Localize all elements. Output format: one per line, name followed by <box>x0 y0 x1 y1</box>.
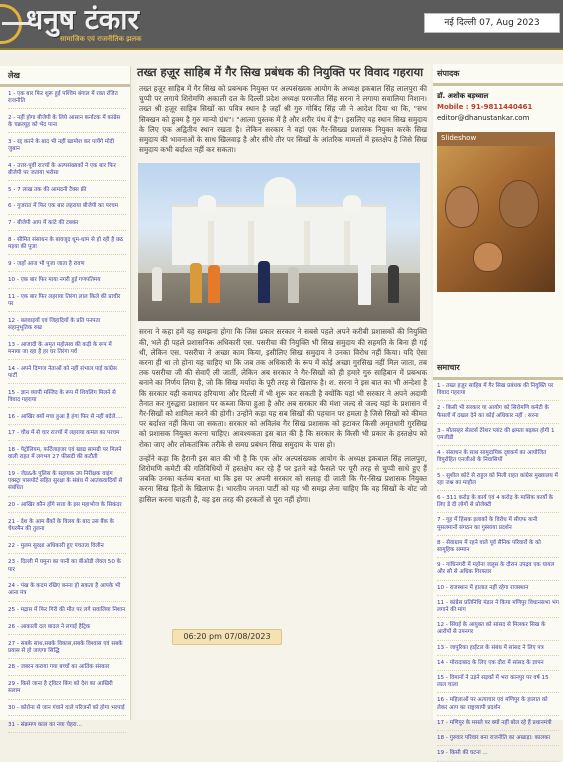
news-link[interactable]: 1 - तख्त हज़ूर साहिब में गैर सिख प्रबंधक की नियुक्ति पर विवाद गहराया <box>437 383 559 401</box>
news-heading: समाचार <box>437 363 460 372</box>
pillar <box>248 221 254 265</box>
article-link[interactable]: 16 - आखिर क्यों मचा हुआ है हंगा फिर से नहीं बदेले.... <box>8 414 126 425</box>
person <box>258 261 270 303</box>
news-link[interactable]: 9 - गांधिनगरी में महोना जलूस के दौरान उपद्रव एक घायल और सौ से अधिक गिरफ्तार <box>437 562 559 580</box>
divider <box>0 84 130 87</box>
article-link[interactable]: 22 - मुलम सुरक्षा अधिकारी हुए पंचतत्व विलीन <box>8 543 126 554</box>
articles-heading: लेख <box>8 71 20 80</box>
article-link[interactable]: 19 - जेड&के पुलिस के सहायक उप निरीक्षक वाइंग एक्स्ट्रा पासपोर्ट सहित सुरक्षा के संबंध में आतंकवादियों से संबंधित <box>8 471 126 497</box>
divider <box>433 377 563 380</box>
news-link[interactable]: 14 - मोरादाबाद के लिए एक दौरा में सांसद के ज्ञापन <box>437 660 559 671</box>
article-link[interactable]: 23 - दिल्ली में यमुना का पानी का बीओडी लेवल 50 के पार <box>8 559 126 577</box>
news-list <box>433 383 563 762</box>
person <box>388 265 399 303</box>
person <box>190 263 202 303</box>
article-link[interactable]: 25 - मद्रास में फिर गिरी की मौत पर लगे सवालिया निशान <box>8 607 126 618</box>
person <box>358 259 371 305</box>
article-paragraph-2: सरना ने कहा हमें यह समझना होगा कि जिस प्रकार सरकार ने सबसे पहले अपने करीबी प्रशासकों की नियुक्ति की, भले ही पहले प्रशासनिक अधिकारी एस. पसरीचा की नियुक्ति भी सिख समुदाय की सहमति के बिना ही गई थी, लेकिन एस. पसरीचा ने अच्छा काम किया, इसीलिए सिख समुदाय ने उनका विरोध नहीं किया। यदि ऐसा करना ही था तो होना यह चाहिए था कि जब तक अधिकारी के रूप में कोई अच्छा गुरसिख नहीं मिल जाता, तब तक पसरीचा जी की सेवाएँ ली जातीं, लेकिन अब सरकार ने गैर-सिखों को ही हमारे गुरु साहिबान में प्रबन्धक बनाने का निर्णय लिया है, जो कि सिख मर्यादा के पूरी तरह से खिलाफ है। श. सरना ने इस बात का भी अन्देशा है कि सरकार यही कवायद हरियाणा और दिल्ली में भी शुरू कर सकती है क्योंकि यहां भी सरकार ने अपने अदामी तैनात कर गुरुद्वारा प्रशासन पर कब्जा किया हुआ है और अब सरकार की मंशा जल्द से जल्द यहां के प्रशासन में गैर-सिखों को शामिल करने की होगी। उन्होंने कहा यह सब सिखों की पहचान पर हमला है जिसे सिखों को कीमत पर बर्दाश्त नहीं किया जा सकता। सरकार को अविलंब गैर सिख प्रशासक को हटाकर किसी अमृतधारी गुरसिख को प्रशासक नियुक्त करना चाहिए। आवश्यकता इस बात की है कि सरकार के किसी भी प्रकार के हस्तक्षेप को रोका जाए और लोकतांत्रिक तरीके से समग्र प्रबंधन सिख समुदाय के पास हो। <box>139 327 427 449</box>
article-link[interactable]: 10 - एक बार फिर माया नगरी हुई गणपतिमय <box>8 277 126 288</box>
article-paragraph-3: उन्होंने कहा कि हैरानी इस बात की भी है कि एक ओर अल्पसंख्यक आयोग के अध्यक्ष इकबाल सिंह लालपुरा, शिरोमणि कमेटी की गतिविधियों में हस्तक्षेप कर रहे हैं पर इतने बड़े फैसले पर पूरी तरह से चुप्पी साधे हुए हैं जबकि उनका कर्तव्य बनता था कि इस पर अपनी सरकार को सलाह दी जाती कि गैर-सिख प्रशासक नियुक्त करना सिख हितों के खिलाफ है। भारतीय जनता पार्टी को यह भी समझ लेना चाहिए कि वह सिखों के वोट जो हासिल करना चाहती है, वह इस तरह की हरकतों से पूरा नहीं होगा। <box>139 453 427 504</box>
left-sidebar <box>0 66 131 728</box>
site-logo[interactable] <box>0 0 200 50</box>
news-link[interactable]: 5 - सुशील कोटे से राहुल को मिली राहत कांग्रेस मुख्यालय में रहा जश्न का माहौल <box>437 473 559 491</box>
dateline: नई दिल्ली 07, Aug 2023 <box>424 13 560 33</box>
article-link[interactable]: 17 - चौथ में से चार राज्यों में लहराया कमल का परचम <box>8 430 126 441</box>
article-link[interactable]: 26 - आकाली दल बादल ने लगाई हैट्रिक <box>8 624 126 635</box>
news-link[interactable]: 17 - मणिपुर के मसले पर क्यों नहीं बोल रहे हैं प्रधानमंत्री <box>437 720 559 731</box>
article-link[interactable]: 7 - बीजेपी आप में कांटे की टक्कर <box>8 220 126 231</box>
article-link[interactable]: 12 - बलवाइयों एवं जिहादियों के प्रति पनपता सहानुभूतिक रुख <box>8 318 126 336</box>
article-link[interactable]: 9 - जहाँ आज भी पूजा जाता है रावण <box>8 261 126 272</box>
article-link[interactable]: 8 - सीमित संसाधन के बावजूद धूम-धाम से हो रही है छठ मइया की पूजा <box>8 237 126 255</box>
article-link[interactable]: 13 - आजादी के अमृत महोत्सव की कड़ी के रूप में मनाया जा रहा है हर घर तिरंगा पर्व <box>8 342 126 360</box>
article-link[interactable]: 28 - जबरन कराया गया बच्चों का आतिंक संस्कार <box>8 664 126 675</box>
face <box>499 180 539 228</box>
news-link[interactable]: 3 - मोतसहर सेल्टर्स टेरेशर प्लांट की क्षमता बढ़कर होगी 1 एमजीडी <box>437 428 559 446</box>
article-link[interactable]: 14 - अपने दिग्गज नेताओं को नहीं संभाल पाई कांग्रेस पार्टी <box>8 366 126 384</box>
site-header <box>0 0 563 50</box>
article-link[interactable]: 27 - सबके साथ,सबके विकास,सबके विश्वास एवं सबके प्रयास से हो जाएगा सिद्धि <box>8 641 126 659</box>
article-title: तख्त हज़ूर साहिब में गैर सिख प्रबंधक की नियुक्ति पर विवाद गहराया <box>137 65 424 79</box>
article-link[interactable]: 11 - एक बार फिर लहराया तिरंगा लाल किले की प्राचीर पर <box>8 294 126 312</box>
news-link[interactable]: 12 - सिंघई के आयुक्त को सांसद से मिलकर सिख के आरोपों से उपनगर <box>437 622 559 640</box>
article-link[interactable]: 6 - गुजरात में फिर एक बार लहराया बीजेपी का परचम <box>8 203 126 214</box>
gurdwara-photo <box>138 163 420 321</box>
slideshow[interactable] <box>437 132 555 292</box>
article-link[interactable]: 3 - रद्द करने के बाद भी नहीं खामोश कर पायेंगे मोदी जुबान <box>8 139 126 157</box>
divider <box>433 83 563 86</box>
face <box>445 186 479 228</box>
article-link[interactable]: 18 - पेट्रोलियम, फर्टिलाइजर एवं खाद्य सामग्री पर मिलने वाली राहत में लगभग 27 फीसदी की कटौती <box>8 447 126 465</box>
article-link[interactable]: 2 - नहीं होगा बीजेपी के लिये आसान कर्नाटक में कांग्रेस के चक्रव्यूह को भेद पाना <box>8 115 126 133</box>
article <box>135 64 431 720</box>
news-link[interactable]: 18 - गुरुवार परिवार बना राजनीति का अखाड़ा: कालका <box>437 735 559 746</box>
gurdwara-building <box>172 205 386 265</box>
person <box>208 265 220 303</box>
editor-heading: संपादक <box>437 69 460 78</box>
right-sidebar <box>433 64 563 757</box>
news-link[interactable]: 2 - किसी भी सरकार या आयोग को सिरोमणि कमेटी के फैसलों में दखल देने का कोई अधिकार नहीं : सरना <box>437 405 559 423</box>
news-link[interactable]: 4 - संसाधन के साथ सामुदायिक दृष्टकर्म का आयोजित विपुरोहित एनजीओ के निवासियों <box>437 450 559 468</box>
article-link[interactable]: 5 - 7 लाख तक की आमदनी टैक्स फ्री <box>8 187 126 198</box>
slideshow-label: Slideshow <box>441 134 477 142</box>
editor-email[interactable]: editor@dhanustankar.com <box>437 114 530 122</box>
article-link[interactable]: 15 - ज्ञान व्यापी मस्जिद के रूप में शिवलिंग मिलने से विवाद गहराया <box>8 390 126 408</box>
slideshow-image <box>437 146 555 292</box>
person <box>152 267 162 301</box>
article-link[interactable]: 31 - संक्रमण काल का नया चेहरा... <box>8 722 126 733</box>
news-link[interactable]: 6 - 311 करोड़ के कार्य एवं 4 करोड़ के मासिक कार्यों के लिए डे दी लोगों से प्रोजेक्टी <box>437 495 559 513</box>
articles-list <box>0 91 130 733</box>
news-link[interactable]: 19 - किसी की घटना ... <box>437 750 559 761</box>
article-link[interactable]: 4 - उत्तर-पूर्वी राज्यों के अल्पसंख्यकों ने एक बार फिर बीजेपी पर जताया भरोसा <box>8 163 126 181</box>
crowd <box>138 273 420 321</box>
news-link[interactable]: 16 - महिलाओं पर अत्याचार एवं मणिपुर के हालात को लेकर आप का राष्ट्रव्यापी प्रदर्शन <box>437 697 559 715</box>
pillar <box>304 221 310 265</box>
person <box>288 267 299 303</box>
news-link[interactable]: 7 - गूह में हिंसक इलाकों के विरोध में सीएफ यानी मुसलमानों संगठन का गुस्साया प्रदर्शन <box>437 517 559 535</box>
article-link[interactable]: 24 - पंख के कदम रखिए बनना हो सकता है आपके भी आना मंत्र <box>8 583 126 601</box>
face <box>473 242 503 272</box>
article-paragraph-1: तख्त हज़ूर साहिब में गैर सिख को प्रबन्धक नियुक्त पर अल्पसंख्यक आयोग के अध्यक्ष इकबाल सिंह लालपुरा की चुप्पी पर लगाये शिरोमणि अकाली दल के दिल्ली प्रदेश अध्यक्ष परमजीत सिंह सरना ने लगाया सवालिया निशान। तख्त श्री हज़ूर साहिब सिखों का पवित्र स्थान है जहाँ श्री गुरु गोबिंद सिंह जी ने आदेश दिया था कि, "सभ सिक्खन को हुक्म है गुरु मान्यो ग्रंथ"। "आत्मा पुस्तक में है और शरीर पंथ में है"। इसलिए यह स्थान सिख समुदाय के लिए एक अद्वितीय स्थान रखता है। लेकिन सरकार ने वहां एक गैर-सिख्ख प्रशासक नियुक्त करके सिख समुदाय की भावनाओं के साथ खिलवाड़ है और सीधे तौर पर सिखों के आंतरिक मामलों में हस्तक्षेप है जिसे सिख समुदाय कभी बर्दाश्त नहीं कर सकता। <box>139 84 427 155</box>
article-link[interactable]: 29 - किसे जाना है ट्विटर किंग को देश का आखिरी सलाम <box>8 681 126 699</box>
news-link[interactable]: 13 - जापुरिका हाईटल के संबंध में सांसद ने लिए पत्र <box>437 645 559 656</box>
side-dome-left <box>198 195 216 209</box>
article-timestamp: 06:20 pm 07/08/2023 <box>172 629 282 645</box>
site-name: धनुष टंकार <box>26 3 140 36</box>
editor-name: डॉ. अशोक बड़थ्वाल <box>437 92 489 100</box>
article-link[interactable]: 20 - आखिर कौन होंगे सत्ता के इस महाभोज के सिकंदर <box>8 502 126 513</box>
article-link[interactable]: 1 - एक बार फिर शुरू हुई पश्चिम बंगाल में रक्त रंजित राजनीति <box>8 91 126 109</box>
central-dome <box>264 177 296 207</box>
editor-mobile: Mobile : 91-9811440461 <box>437 103 533 111</box>
side-dome-right <box>343 195 361 209</box>
article-link[interactable]: 30 - कोरोना से जान गंवाने वाले परिजनों को होगा भरपाई <box>8 705 126 716</box>
news-link[interactable]: 8 - सेवाग्राम में रहने वाले पूर्व सैनिक परिवारों के को सामूहिक सम्मान <box>437 540 559 558</box>
news-link[interactable]: 11 - कांग्रेस प्रतिनिधि मंडल ने किया मणिपुर विधानसभा भंग लगाने की मांग <box>437 600 559 618</box>
site-tagline: सामाजिक एवं राजनीतिक झलक <box>60 35 142 43</box>
news-link[interactable]: 10 - राजस्थान में हालात नहीं रहेगा राजस्थान <box>437 585 559 596</box>
pillar <box>208 221 214 265</box>
pillar <box>344 221 350 265</box>
news-link[interactable]: 15 - विमानों ने उड़ने सड़कों में भरा कानपुर पर वर्ष 15 लाल चाला <box>437 675 559 693</box>
editor-info <box>433 89 563 126</box>
article-link[interactable]: 21 - देश के आम बैंकों के विलय के बाद उस बैंक के चेयरमैन की तुलना <box>8 519 126 537</box>
